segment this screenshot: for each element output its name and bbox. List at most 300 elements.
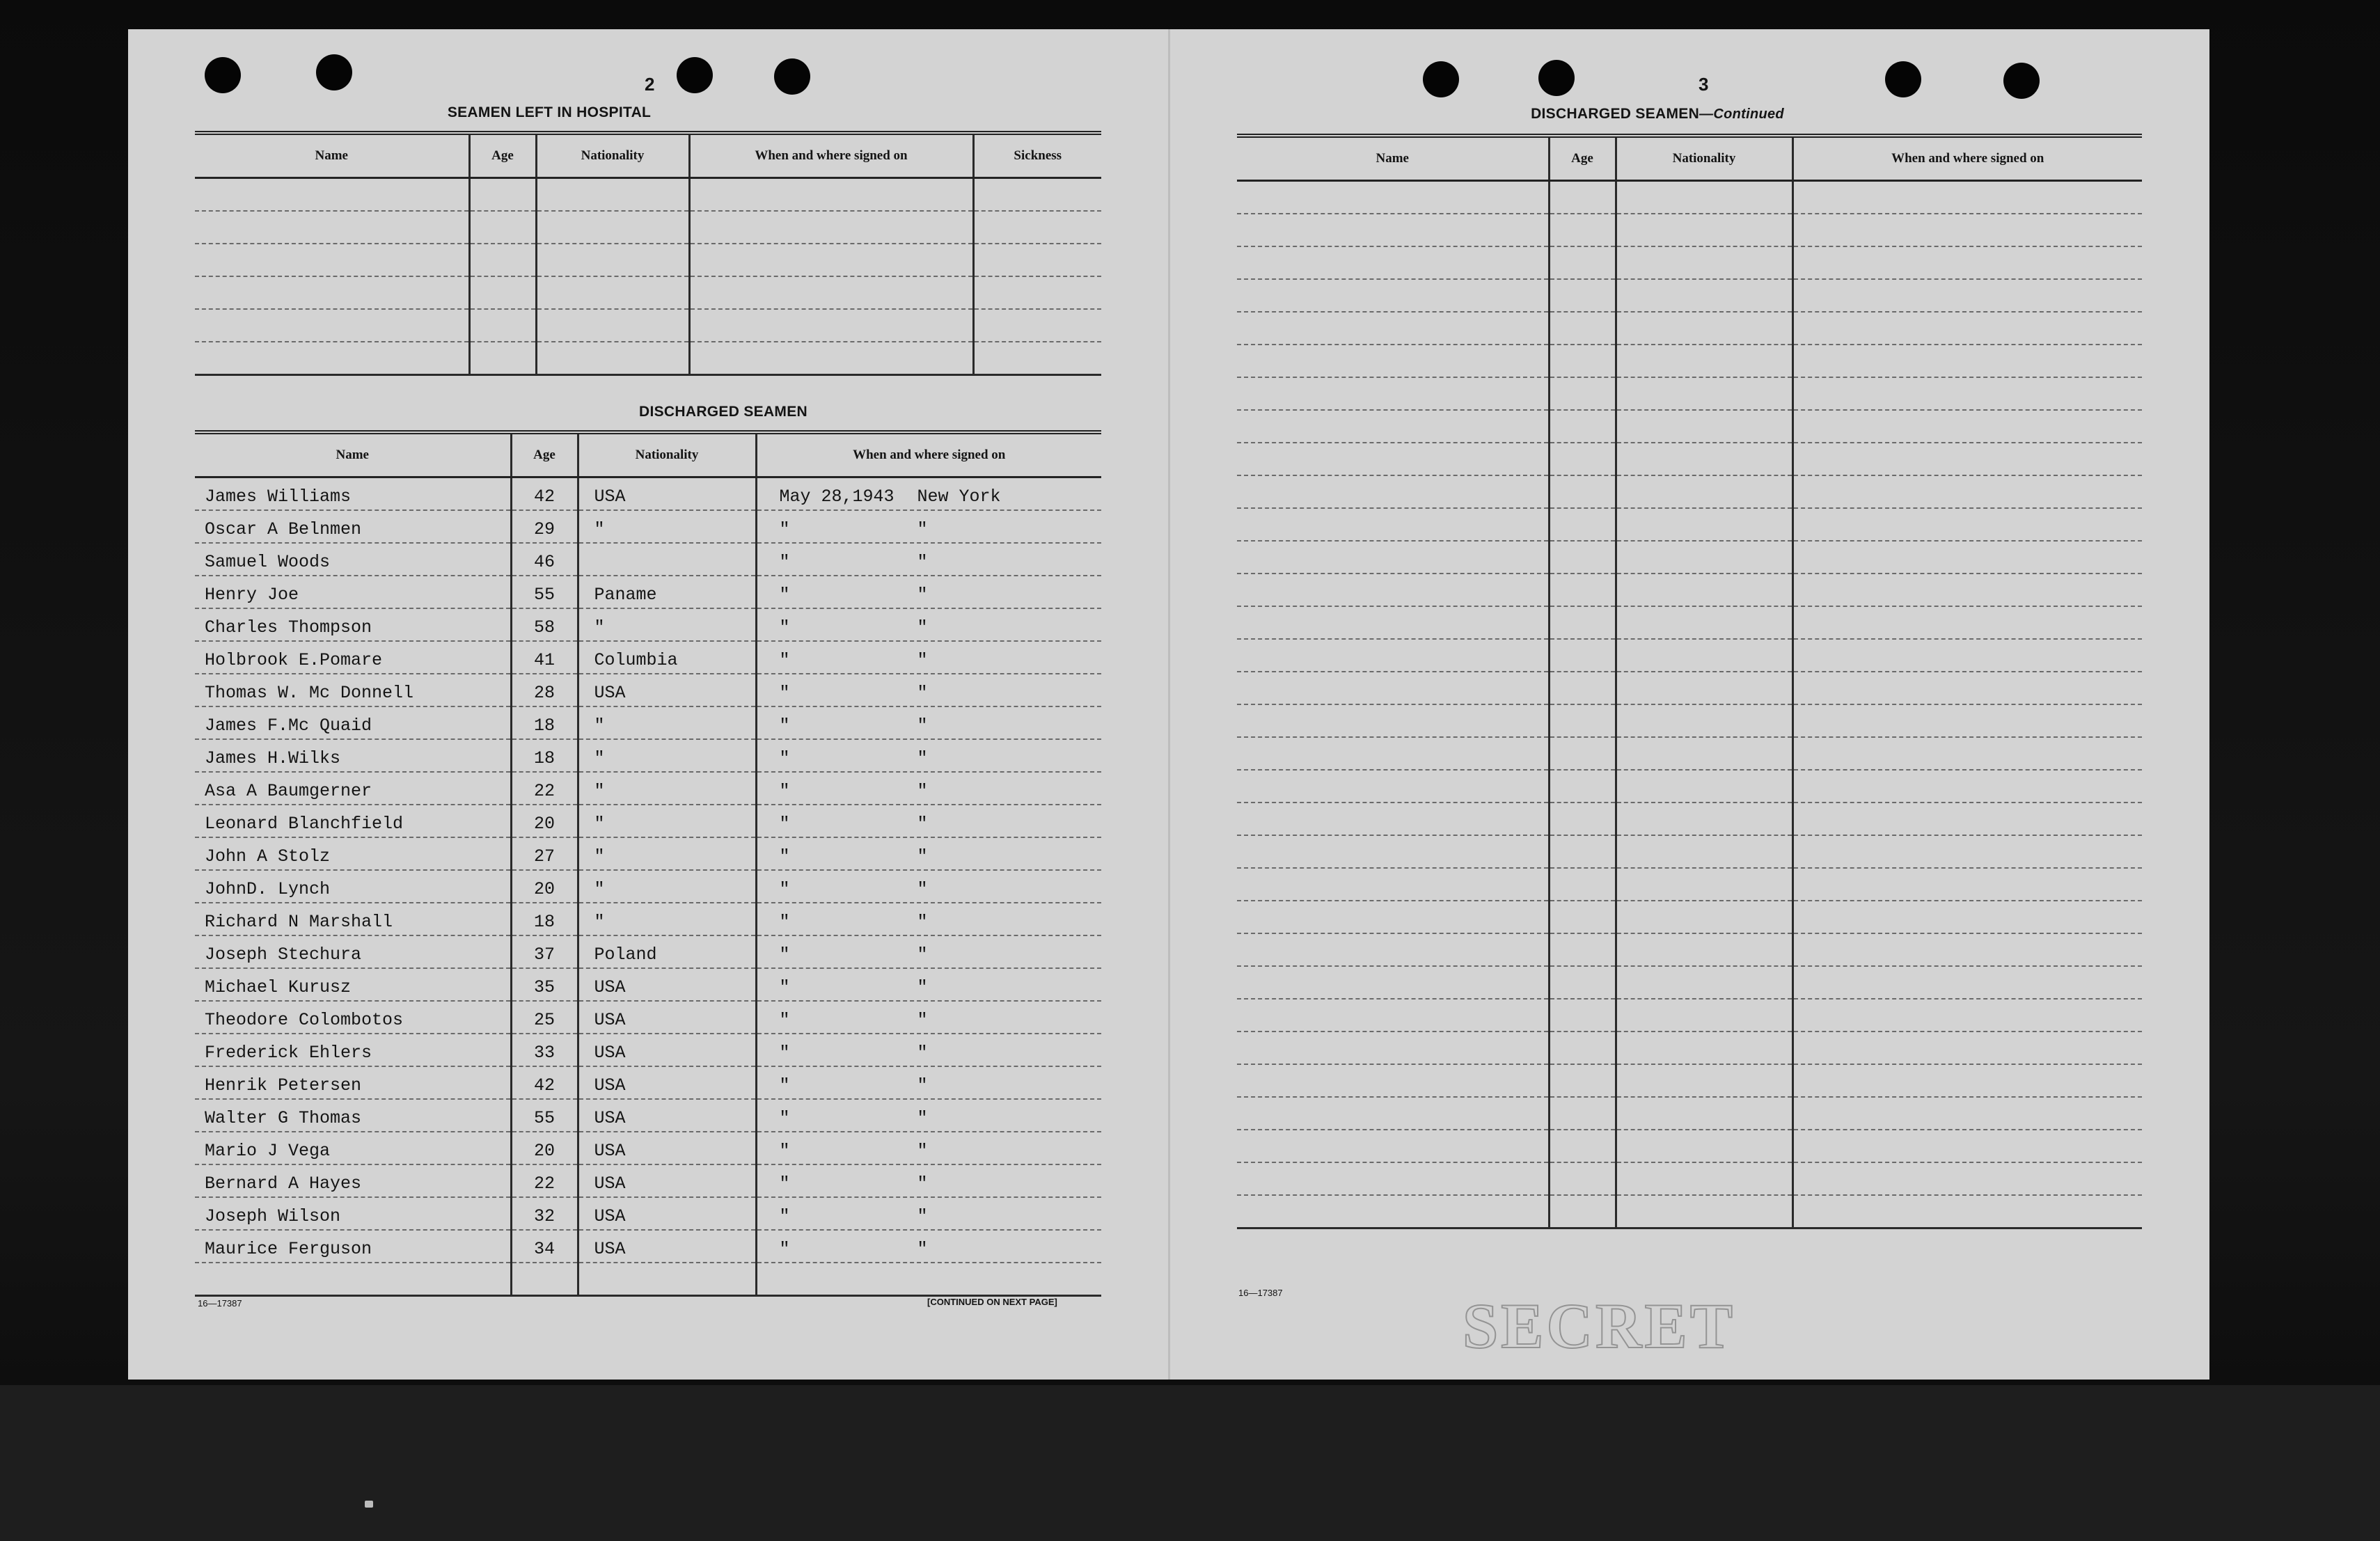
empty-cell — [1237, 443, 1549, 475]
empty-cell — [1616, 246, 1792, 279]
empty-cell — [1237, 1195, 1549, 1228]
empty-cell — [536, 342, 689, 375]
signed-on-date: " — [779, 519, 790, 539]
seaman-nationality: USA — [594, 683, 626, 703]
age-cell — [511, 1132, 578, 1164]
signed-on-place: " — [917, 1010, 928, 1030]
seaman-name: Joseph Stechura — [205, 945, 362, 965]
signed-on-cell — [756, 1164, 1101, 1197]
signed-on-date: " — [779, 1206, 790, 1226]
name-cell — [195, 477, 511, 511]
seaman-row — [195, 1099, 1101, 1132]
signed-on-date: " — [779, 879, 790, 899]
empty-cell — [1792, 737, 2142, 770]
nationality-cell — [578, 1197, 756, 1230]
name-cell — [195, 674, 511, 706]
seaman-row — [195, 706, 1101, 739]
table-row — [1237, 966, 2142, 999]
empty-cell — [1549, 345, 1616, 377]
seaman-age: 20 — [533, 1141, 555, 1161]
table-row — [1237, 639, 2142, 672]
table-row — [1237, 901, 2142, 933]
signed-on-date: " — [779, 977, 790, 997]
signed-on-place: New York — [917, 487, 1001, 507]
table-row — [1237, 181, 2142, 214]
seaman-nationality: USA — [594, 1173, 626, 1194]
empty-cell — [689, 178, 973, 212]
age-cell — [511, 1099, 578, 1132]
nationality-cell — [578, 805, 756, 837]
seaman-row — [195, 1164, 1101, 1197]
seaman-nationality: " — [594, 748, 605, 768]
age-cell — [511, 477, 578, 511]
signed-on-date: " — [779, 552, 790, 572]
column-header-signed-on: When and where signed on — [1792, 136, 2142, 181]
nationality-cell — [578, 903, 756, 935]
signed-on-date: " — [779, 617, 790, 638]
column-header-name: Name — [195, 432, 511, 477]
seaman-name: Michael Kurusz — [205, 977, 352, 997]
seaman-name: Holbrook E.Pomare — [205, 650, 383, 670]
empty-cell — [1237, 1130, 1549, 1162]
empty-cell — [1237, 966, 1549, 999]
seaman-row — [195, 608, 1101, 641]
page-number: 3 — [1699, 74, 1709, 95]
empty-cell — [1237, 835, 1549, 868]
signed-on-date: " — [779, 945, 790, 965]
table-row — [1237, 410, 2142, 443]
empty-cell — [1237, 508, 1549, 541]
table-row — [1237, 868, 2142, 901]
signed-on-cell — [756, 805, 1101, 837]
table-row — [1237, 1032, 2142, 1064]
table-row — [1237, 246, 2142, 279]
seaman-age: 25 — [533, 1010, 555, 1030]
seaman-row — [195, 510, 1101, 543]
nationality-cell — [578, 674, 756, 706]
name-cell — [195, 1066, 511, 1099]
age-cell — [511, 510, 578, 543]
empty-cell — [1792, 639, 2142, 672]
empty-cell — [1792, 574, 2142, 606]
empty-cell — [1549, 803, 1616, 835]
name-cell — [195, 608, 511, 641]
table-row — [1237, 999, 2142, 1032]
table-row — [1237, 1195, 2142, 1228]
empty-cell — [1549, 606, 1616, 639]
seaman-age: 33 — [533, 1043, 555, 1063]
signed-on-cell — [756, 903, 1101, 935]
empty-cell — [1616, 901, 1792, 933]
empty-cell — [1237, 639, 1549, 672]
age-cell — [511, 608, 578, 641]
name-cell — [195, 1197, 511, 1230]
seaman-age: 18 — [533, 912, 555, 932]
nationality-cell — [578, 1164, 756, 1197]
empty-cell — [1237, 868, 1549, 901]
seaman-nationality: USA — [594, 1108, 626, 1128]
empty-cell — [1237, 475, 1549, 508]
seaman-nationality: USA — [594, 1141, 626, 1161]
table-row — [1237, 672, 2142, 704]
signed-on-place: " — [917, 1043, 928, 1063]
empty-cell — [1549, 737, 1616, 770]
signed-on-place: " — [917, 716, 928, 736]
signed-on-date: " — [779, 912, 790, 932]
table-row — [1237, 770, 2142, 803]
continued-table-body — [1237, 181, 2142, 1228]
signed-on-date: " — [779, 1010, 790, 1030]
seaman-nationality: " — [594, 781, 605, 801]
empty-cell — [536, 309, 689, 342]
empty-cell — [1549, 1130, 1616, 1162]
age-cell — [511, 1034, 578, 1066]
signed-on-cell — [756, 935, 1101, 968]
seaman-name: Theodore Colombotos — [205, 1010, 404, 1030]
seaman-age: 58 — [533, 617, 555, 638]
table-row — [1237, 443, 2142, 475]
empty-cell — [1549, 214, 1616, 246]
empty-cell — [1237, 1032, 1549, 1064]
empty-cell — [1616, 214, 1792, 246]
empty-cell — [1616, 443, 1792, 475]
seaman-nationality: USA — [594, 1206, 626, 1226]
nationality-cell — [578, 706, 756, 739]
seaman-row — [195, 674, 1101, 706]
empty-cell — [1549, 1064, 1616, 1097]
empty-cell — [1237, 312, 1549, 345]
discharged-section-heading: DISCHARGED SEAMEN — [639, 404, 807, 420]
empty-cell — [1237, 541, 1549, 574]
age-cell — [511, 772, 578, 805]
empty-cell — [1616, 770, 1792, 803]
hospital-section-heading: SEAMEN LEFT IN HOSPITAL — [447, 104, 652, 120]
empty-cell — [1549, 868, 1616, 901]
empty-cell — [1792, 1130, 2142, 1162]
table-row — [1237, 574, 2142, 606]
empty-cell — [689, 276, 973, 309]
seaman-nationality: " — [594, 912, 605, 932]
empty-cell — [469, 342, 536, 375]
empty-cell — [1237, 1162, 1549, 1195]
empty-cell — [469, 276, 536, 309]
signed-on-date: " — [779, 1141, 790, 1161]
seaman-nationality: " — [594, 716, 605, 736]
empty-cell — [1549, 574, 1616, 606]
signed-on-date: " — [779, 1108, 790, 1128]
empty-cell — [1237, 410, 1549, 443]
seaman-name: Oscar A Belnmen — [205, 519, 362, 539]
signed-on-place: " — [917, 1239, 928, 1259]
seaman-nationality: USA — [594, 1010, 626, 1030]
empty-cell — [1616, 606, 1792, 639]
discharged-seamen-table — [195, 430, 1101, 1297]
signed-on-date: " — [779, 1239, 790, 1259]
empty-cell — [1616, 1130, 1792, 1162]
signed-on-date: " — [779, 781, 790, 801]
table-row — [1237, 737, 2142, 770]
nationality-cell — [578, 1132, 756, 1164]
seaman-row — [195, 1132, 1101, 1164]
age-cell — [511, 576, 578, 608]
seaman-row — [195, 1066, 1101, 1099]
empty-cell — [1792, 672, 2142, 704]
seaman-name: Henry Joe — [205, 585, 299, 605]
seaman-age: 42 — [533, 487, 555, 507]
empty-cell — [1549, 1162, 1616, 1195]
column-header-age: Age — [469, 133, 536, 178]
right-page — [1170, 29, 2209, 1380]
empty-cell — [1549, 1097, 1616, 1130]
empty-cell — [469, 244, 536, 276]
name-cell — [195, 1099, 511, 1132]
signed-on-place: " — [917, 1173, 928, 1194]
empty-cell — [973, 211, 1101, 244]
name-cell — [195, 772, 511, 805]
signed-on-cell — [756, 576, 1101, 608]
table-row — [1237, 508, 2142, 541]
seaman-nationality: " — [594, 814, 605, 834]
empty-cell — [1792, 475, 2142, 508]
seaman-age: 37 — [533, 945, 555, 965]
table-row — [195, 276, 1101, 309]
signed-on-cell — [756, 1066, 1101, 1099]
seaman-age: 46 — [533, 552, 555, 572]
empty-cell — [536, 244, 689, 276]
name-cell — [195, 1001, 511, 1034]
empty-cell — [689, 244, 973, 276]
empty-cell — [1792, 1097, 2142, 1130]
empty-cell — [1792, 966, 2142, 999]
nationality-cell — [578, 837, 756, 870]
age-cell — [511, 1164, 578, 1197]
empty-cell — [1616, 312, 1792, 345]
empty-cell — [1792, 933, 2142, 966]
empty-cell — [1549, 312, 1616, 345]
seaman-age: 55 — [533, 585, 555, 605]
empty-cell — [689, 342, 973, 375]
empty-cell — [1237, 377, 1549, 410]
signed-on-place: " — [917, 879, 928, 899]
signed-on-cell — [756, 837, 1101, 870]
empty-cell — [973, 342, 1101, 375]
table-row — [1237, 541, 2142, 574]
empty-cell — [973, 309, 1101, 342]
table-row — [1237, 377, 2142, 410]
heading-suffix: —Continued — [1699, 106, 1784, 122]
nationality-cell — [578, 772, 756, 805]
table-row — [1237, 214, 2142, 246]
document-sheet — [128, 29, 2209, 1380]
column-header-age: Age — [1549, 136, 1616, 181]
empty-cell — [1549, 279, 1616, 312]
seaman-row — [195, 576, 1101, 608]
age-cell — [511, 968, 578, 1001]
nationality-cell — [578, 1066, 756, 1099]
signed-on-cell — [756, 1263, 1101, 1296]
signed-on-cell — [756, 641, 1101, 674]
signed-on-date: " — [779, 1075, 790, 1096]
seaman-name: John A Stolz — [205, 846, 331, 867]
empty-cell — [1549, 966, 1616, 999]
seaman-age: 20 — [533, 814, 555, 834]
seaman-name: JohnD. Lynch — [205, 879, 331, 899]
empty-cell — [1616, 1032, 1792, 1064]
seaman-name: Thomas W. Mc Donnell — [205, 683, 414, 703]
empty-cell — [195, 178, 469, 212]
column-header-name: Name — [195, 133, 469, 178]
empty-cell — [1237, 999, 1549, 1032]
column-header-age: Age — [511, 432, 578, 477]
seaman-name: Henrik Petersen — [205, 1075, 362, 1096]
signed-on-place: " — [917, 1141, 928, 1161]
empty-cell — [1549, 508, 1616, 541]
empty-cell — [469, 211, 536, 244]
empty-cell — [195, 276, 469, 309]
empty-cell — [1616, 475, 1792, 508]
empty-cell — [1792, 443, 2142, 475]
seaman-age: 34 — [533, 1239, 555, 1259]
signed-on-cell — [756, 608, 1101, 641]
empty-cell — [1792, 1162, 2142, 1195]
empty-cell — [1616, 279, 1792, 312]
empty-cell — [1616, 410, 1792, 443]
empty-cell — [1549, 901, 1616, 933]
nationality-cell — [578, 510, 756, 543]
nationality-cell — [578, 576, 756, 608]
empty-cell — [1792, 410, 2142, 443]
seaman-age: 22 — [533, 781, 555, 801]
seaman-name: Richard N Marshall — [205, 912, 393, 932]
seaman-row — [195, 1034, 1101, 1066]
empty-cell — [1616, 377, 1792, 410]
empty-cell — [1616, 672, 1792, 704]
signed-on-place: " — [917, 781, 928, 801]
empty-cell — [469, 178, 536, 212]
empty-cell — [1237, 574, 1549, 606]
signed-on-cell — [756, 870, 1101, 903]
nationality-cell — [578, 870, 756, 903]
empty-cell — [1549, 377, 1616, 410]
column-header-signed-on: When and where signed on — [689, 133, 973, 178]
signed-on-date: " — [779, 1173, 790, 1194]
seaman-age: 18 — [533, 716, 555, 736]
empty-cell — [1792, 1064, 2142, 1097]
signed-on-place: " — [917, 1075, 928, 1096]
nationality-cell — [578, 477, 756, 511]
signed-on-place: " — [917, 977, 928, 997]
seaman-age: 55 — [533, 1108, 555, 1128]
empty-cell — [1237, 770, 1549, 803]
seaman-nationality: USA — [594, 487, 626, 507]
seaman-name: Samuel Woods — [205, 552, 331, 572]
seaman-age: 29 — [533, 519, 555, 539]
empty-cell — [1616, 541, 1792, 574]
empty-cell — [1237, 279, 1549, 312]
seaman-row — [195, 837, 1101, 870]
name-cell — [195, 1034, 511, 1066]
column-header-nationality: Nationality — [1616, 136, 1792, 181]
empty-cell — [1792, 181, 2142, 214]
signed-on-cell — [756, 739, 1101, 772]
seaman-name: Frederick Ehlers — [205, 1043, 372, 1063]
empty-cell — [1549, 475, 1616, 508]
seaman-nationality: Poland — [594, 945, 657, 965]
empty-cell — [1237, 345, 1549, 377]
empty-cell — [536, 276, 689, 309]
signed-on-place: " — [917, 552, 928, 572]
empty-cell — [1616, 835, 1792, 868]
seaman-row — [195, 739, 1101, 772]
seaman-nationality: USA — [594, 1239, 626, 1259]
seaman-age: 42 — [533, 1075, 555, 1096]
seaman-row — [195, 935, 1101, 968]
signed-on-cell — [756, 968, 1101, 1001]
nationality-cell — [578, 641, 756, 674]
empty-cell — [689, 309, 973, 342]
column-header-name: Name — [1237, 136, 1549, 181]
seaman-nationality: Columbia — [594, 650, 678, 670]
table-row — [1237, 1130, 2142, 1162]
signed-on-date: " — [779, 1043, 790, 1063]
name-cell — [195, 1132, 511, 1164]
nationality-cell — [578, 1034, 756, 1066]
empty-cell — [1792, 999, 2142, 1032]
name-cell — [195, 1230, 511, 1263]
seaman-nationality: " — [594, 617, 605, 638]
discharged-continued-heading — [1435, 106, 1880, 123]
seaman-age: 27 — [533, 846, 555, 867]
signed-on-date: " — [779, 683, 790, 703]
table-row — [1237, 606, 2142, 639]
secret-stamp: SECRET — [1463, 1290, 1736, 1361]
empty-cell — [1616, 966, 1792, 999]
signed-on-date: " — [779, 748, 790, 768]
seaman-name: James H.Wilks — [205, 748, 341, 768]
empty-cell — [973, 244, 1101, 276]
age-cell — [511, 674, 578, 706]
empty-cell — [1616, 1064, 1792, 1097]
empty-cell — [1792, 279, 2142, 312]
seaman-name: Mario J Vega — [205, 1141, 331, 1161]
seaman-row — [195, 641, 1101, 674]
age-cell — [511, 706, 578, 739]
empty-cell — [1549, 181, 1616, 214]
signed-on-cell — [756, 1001, 1101, 1034]
seaman-nationality: USA — [594, 1075, 626, 1096]
empty-cell — [1792, 835, 2142, 868]
empty-cell — [1616, 704, 1792, 737]
table-row — [1237, 1064, 2142, 1097]
empty-cell — [1549, 770, 1616, 803]
empty-cell — [1792, 508, 2142, 541]
age-cell — [511, 543, 578, 576]
signed-on-cell — [756, 674, 1101, 706]
table-row — [1237, 475, 2142, 508]
seaman-age: 41 — [533, 650, 555, 670]
empty-cell — [536, 211, 689, 244]
name-cell — [195, 576, 511, 608]
empty-cell — [1549, 1195, 1616, 1228]
discharged-table-body — [195, 477, 1101, 1296]
dust-speck — [365, 1501, 373, 1508]
signed-on-cell — [756, 772, 1101, 805]
empty-cell — [1792, 770, 2142, 803]
table-row — [1237, 1097, 2142, 1130]
age-cell — [511, 1263, 578, 1296]
name-cell — [195, 739, 511, 772]
age-cell — [511, 805, 578, 837]
